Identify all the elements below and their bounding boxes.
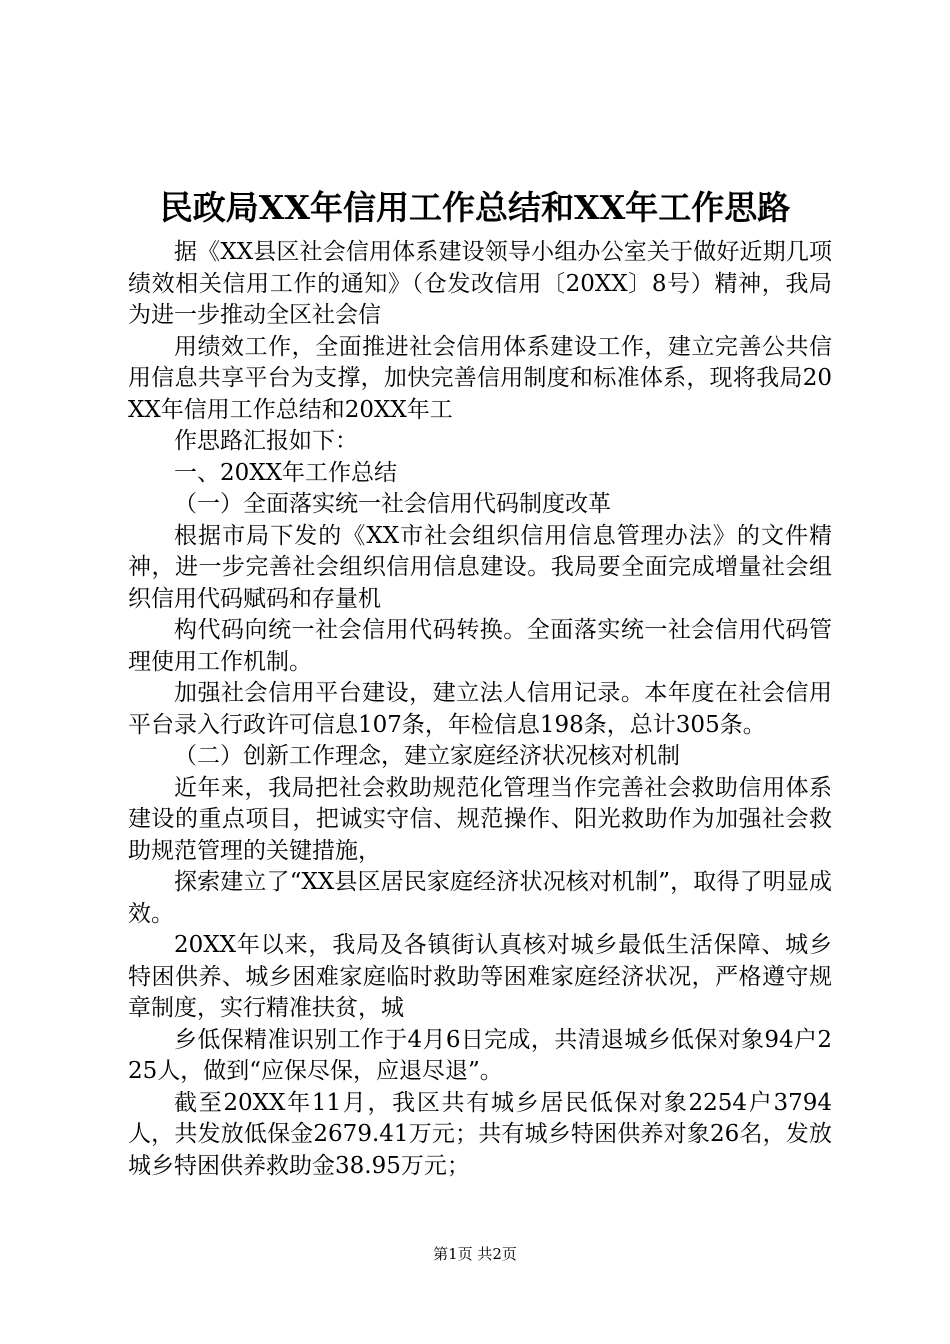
paragraph: 截至20XX年11月，我区共有城乡居民低保对象2254户3794人，共发放低保金2679.41万元；共有城乡特困供养对象26名，发放城乡特困供养救助金38.95万元； <box>128 1089 832 1179</box>
subsection-heading: （一）全面落实统一社会信用代码制度改革 <box>174 491 611 517</box>
section-heading: 一、20XX年工作总结 <box>174 459 398 486</box>
paragraph: 近年来，我局把社会救助规范化管理当作完善社会救助信用体系建设的重点项目，把诚实守信、规范操作、阳光救助作为加强社会救助规范管理的关键措施， <box>128 774 832 864</box>
paragraph: 用绩效工作，全面推进社会信用体系建设工作，建立完善公共信用信息共享平台为支撑，加快完善信用制度和标准体系，现将我局20XX年信用工作总结和20XX年工 <box>128 333 832 423</box>
paragraph: 作思路汇报如下： <box>174 428 358 454</box>
paragraph: 根据市局下发的《XX市社会组织信用信息管理办法》的文件精神，进一步完善社会组织信用信息建设。我局要全面完成增量社会组织信用代码赋码和存量机 <box>128 522 832 612</box>
paragraph: 据《XX县区社会信用体系建设领导小组办公室关于做好近期几项绩效相关信用工作的通知》（仓发改信用〔20XX〕8号）精神，我局为进一步推动全区社会信 <box>128 239 832 328</box>
paragraph: 探索建立了“XX县区居民家庭经济状况核对机制”，取得了明显成效。 <box>128 869 832 927</box>
page-footer: 第1页 共2页 <box>433 1245 517 1263</box>
paragraph: 乡低保精准识别工作于4月6日完成，共清退城乡低保对象94户225人，做到“应保尽保，应退尽退”。 <box>128 1026 832 1084</box>
document-body <box>128 237 832 1182</box>
paragraph: 20XX年以来，我局及各镇街认真核对城乡最低生活保障、城乡特困供养、城乡困难家庭临时救助等困难家庭经济状况，严格遵守规章制度，实行精准扶贫，城 <box>128 932 832 1021</box>
document-title: 民政局XX年信用工作总结和XX年工作思路 <box>159 188 791 227</box>
paragraph: 构代码向统一社会信用代码转换。全面落实统一社会信用代码管理使用工作机制。 <box>128 617 832 675</box>
subsection-heading: （二）创新工作理念，建立家庭经济状况核对机制 <box>174 743 680 769</box>
paragraph: 加强社会信用平台建设，建立法人信用记录。本年度在社会信用平台录入行政许可信息107条，年检信息198条，总计305条。 <box>128 680 832 738</box>
